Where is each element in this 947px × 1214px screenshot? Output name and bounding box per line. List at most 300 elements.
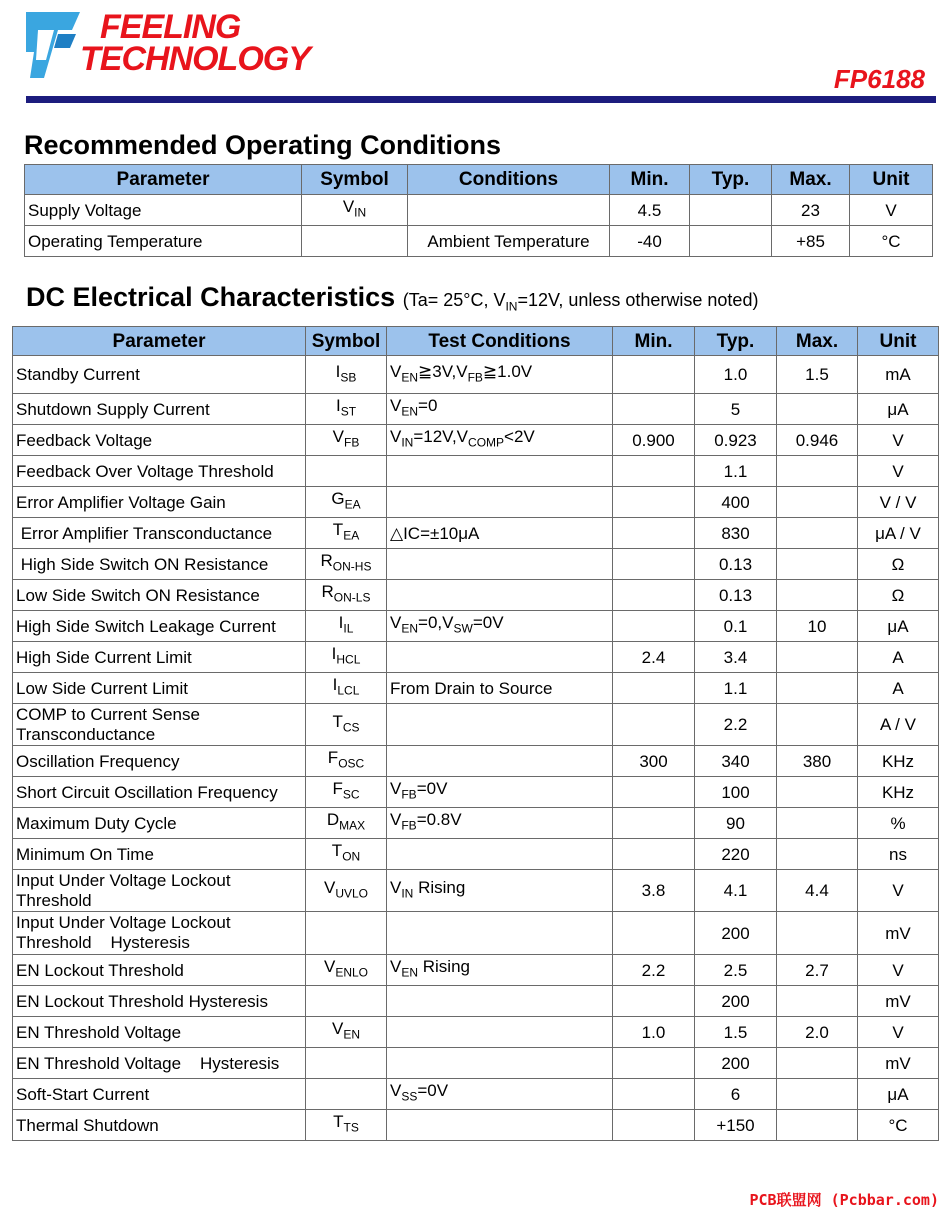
conditions-cell: Ambient Temperature: [408, 226, 610, 257]
typ-cell: 220: [695, 839, 777, 870]
typ-cell: 0.13: [695, 580, 777, 611]
symbol-text: F: [327, 748, 339, 768]
test-conditions-cell: [387, 704, 613, 746]
parameter-cell: Shutdown Supply Current: [13, 394, 306, 425]
condition-fragment: V: [390, 427, 402, 447]
max-cell: 0.946: [777, 425, 858, 456]
typ-cell: 0.13: [695, 549, 777, 580]
max-cell: [777, 912, 858, 955]
min-cell: [613, 808, 695, 839]
column-header: Unit: [858, 327, 939, 356]
max-cell: [777, 394, 858, 425]
symbol-subscript: CS: [342, 720, 360, 735]
table-row: [13, 1110, 939, 1141]
parameter-cell: EN Lockout Threshold: [13, 955, 306, 986]
condition-fragment: ≧3V,V: [418, 361, 468, 381]
max-cell: [777, 518, 858, 549]
symbol-cell: [306, 356, 387, 394]
symbol-text: V: [331, 1019, 344, 1039]
test-conditions-cell: [387, 642, 613, 673]
condition-fragment: =12V,V: [413, 427, 469, 447]
unit-cell: A / V: [858, 704, 939, 746]
unit-cell: V: [858, 955, 939, 986]
symbol-text: R: [320, 551, 333, 571]
symbol-cell: [302, 226, 408, 257]
parameter-cell: Error Amplifier Transconductance: [13, 518, 306, 549]
test-conditions-cell: [387, 580, 613, 611]
symbol-text: T: [331, 841, 343, 861]
typ-cell: 2.2: [695, 704, 777, 746]
condition-fragment: FB: [467, 370, 483, 385]
parameter-cell: Minimum On Time: [13, 839, 306, 870]
condition-fragment: V: [390, 396, 402, 416]
unit-cell: %: [858, 808, 939, 839]
parameter-cell: High Side Switch ON Resistance: [13, 549, 306, 580]
symbol-cell: [306, 1079, 387, 1110]
table-row: [13, 955, 939, 986]
min-cell: [613, 673, 695, 704]
parameter-cell: EN Threshold Voltage: [13, 1017, 306, 1048]
condition-fragment: ≧1.0V: [482, 361, 533, 381]
table-row: [13, 986, 939, 1017]
parameter-cell: Input Under Voltage Lockout Threshold Hysteresis: [13, 912, 306, 955]
condition-fragment: IN: [401, 886, 414, 901]
table-row: [13, 394, 939, 425]
typ-cell: 830: [695, 518, 777, 549]
condition-fragment: IN: [401, 435, 414, 450]
table-row: [13, 518, 939, 549]
unit-cell: V: [858, 870, 939, 912]
table-row: [13, 673, 939, 704]
unit-cell: μA: [858, 1079, 939, 1110]
test-conditions-cell: [387, 1017, 613, 1048]
condition-fragment: V: [390, 1081, 402, 1101]
min-cell: [613, 1048, 695, 1079]
min-cell: [613, 839, 695, 870]
test-conditions-cell: [387, 518, 613, 549]
symbol-subscript: FB: [344, 435, 360, 450]
condition-fragment: =0.8V: [416, 810, 462, 830]
column-header: Symbol: [306, 327, 387, 356]
column-header: Test Conditions: [387, 327, 613, 356]
table-row: [13, 580, 939, 611]
symbol-subscript: ON: [342, 849, 361, 864]
symbol-cell: [306, 912, 387, 955]
condition-fragment: From Drain to Source: [390, 678, 553, 698]
symbol-cell: [306, 955, 387, 986]
test-conditions-cell: [387, 1110, 613, 1141]
max-cell: [777, 487, 858, 518]
symbol-cell: [306, 1017, 387, 1048]
condition-fragment: V: [390, 361, 402, 381]
typ-cell: 100: [695, 777, 777, 808]
condition-fragment: EN: [401, 621, 419, 636]
symbol-text: T: [333, 1112, 344, 1132]
condition-fragment: V: [390, 779, 402, 799]
unit-cell: Ω: [858, 580, 939, 611]
symbol-subscript: IN: [354, 205, 367, 220]
max-cell: [777, 1110, 858, 1141]
min-cell: 3.8: [613, 870, 695, 912]
symbol-cell: [306, 1048, 387, 1079]
condition-fragment: EN: [401, 404, 419, 419]
typ-cell: 340: [695, 746, 777, 777]
symbol-subscript: OSC: [338, 756, 365, 771]
test-conditions-cell: [387, 487, 613, 518]
max-cell: [777, 704, 858, 746]
symbol-subscript: UVLO: [335, 886, 369, 901]
parameter-cell: Input Under Voltage Lockout Threshold: [13, 870, 306, 912]
min-cell: [613, 912, 695, 955]
column-header: Min.: [610, 165, 690, 195]
symbol-text: G: [331, 489, 345, 509]
min-cell: [613, 611, 695, 642]
typ-cell: 90: [695, 808, 777, 839]
test-conditions-cell: [387, 1048, 613, 1079]
table-row: [13, 912, 939, 955]
test-conditions-cell: [387, 356, 613, 394]
typ-cell: 200: [695, 912, 777, 955]
logo-mark-icon: [24, 8, 84, 80]
min-cell: 300: [613, 746, 695, 777]
typ-cell: 1.5: [695, 1017, 777, 1048]
table-row: [13, 1079, 939, 1110]
symbol-cell: [306, 870, 387, 912]
parameter-cell: High Side Current Limit: [13, 642, 306, 673]
min-cell: [613, 456, 695, 487]
table-row: [13, 487, 939, 518]
unit-cell: ns: [858, 839, 939, 870]
typ-cell: 4.1: [695, 870, 777, 912]
parameter-cell: Low Side Switch ON Resistance: [13, 580, 306, 611]
min-cell: [613, 549, 695, 580]
symbol-cell: [306, 456, 387, 487]
symbol-cell: [302, 195, 408, 226]
typ-cell: 1.1: [695, 456, 777, 487]
symbol-subscript: EA: [344, 497, 361, 512]
brand-line-2: TECHNOLOGY: [80, 40, 310, 78]
typ-cell: 200: [695, 1048, 777, 1079]
min-cell: 4.5: [610, 195, 690, 226]
roc-title: Recommended Operating Conditions: [24, 130, 502, 160]
parameter-cell: High Side Switch Leakage Current: [13, 611, 306, 642]
symbol-cell: [306, 518, 387, 549]
header-rule: [26, 96, 936, 103]
test-conditions-cell: [387, 673, 613, 704]
column-header: Symbol: [302, 165, 408, 195]
unit-cell: μA / V: [858, 518, 939, 549]
symbol-subscript: ON-HS: [332, 559, 372, 574]
max-cell: 2.0: [777, 1017, 858, 1048]
symbol-subscript: SB: [340, 370, 357, 385]
typ-cell: 5: [695, 394, 777, 425]
max-cell: [777, 777, 858, 808]
max-cell: [777, 1079, 858, 1110]
parameter-cell: EN Lockout Threshold Hysteresis: [13, 986, 306, 1017]
table-row: [13, 870, 939, 912]
condition-fragment: FB: [401, 787, 417, 802]
table-row: [13, 356, 939, 394]
parameter-cell: Short Circuit Oscillation Frequency: [13, 777, 306, 808]
roc-table: [24, 164, 933, 257]
max-cell: [777, 456, 858, 487]
max-cell: 10: [777, 611, 858, 642]
symbol-cell: [306, 394, 387, 425]
parameter-cell: Standby Current: [13, 356, 306, 394]
dc-conditions-note: (Ta= 25°C, $V_{IN}=12V$, unless otherwise noted): [402, 290, 759, 314]
unit-cell: A: [858, 642, 939, 673]
test-conditions-cell: [387, 456, 613, 487]
condition-fragment: =0V: [416, 779, 448, 799]
column-header: Typ.: [695, 327, 777, 356]
typ-cell: 400: [695, 487, 777, 518]
max-cell: 2.7: [777, 955, 858, 986]
symbol-text: F: [332, 779, 343, 799]
unit-cell: °C: [850, 226, 933, 257]
table-row: [13, 704, 939, 746]
min-cell: [613, 777, 695, 808]
max-cell: [777, 580, 858, 611]
column-header: Max.: [772, 165, 850, 195]
max-cell: +85: [772, 226, 850, 257]
table-row: [25, 226, 933, 257]
column-header: Unit: [850, 165, 933, 195]
test-conditions-cell: [387, 1079, 613, 1110]
test-conditions-cell: [387, 549, 613, 580]
min-cell: [613, 487, 695, 518]
min-cell: -40: [610, 226, 690, 257]
parameter-cell: Low Side Current Limit: [13, 673, 306, 704]
condition-fragment: =0V: [417, 1081, 449, 1101]
symbol-cell: [306, 746, 387, 777]
symbol-cell: [306, 487, 387, 518]
test-conditions-cell: [387, 955, 613, 986]
unit-cell: °C: [858, 1110, 939, 1141]
unit-cell: μA: [858, 611, 939, 642]
symbol-text: I: [335, 396, 341, 416]
test-conditions-cell: [387, 808, 613, 839]
max-cell: [777, 642, 858, 673]
typ-cell: 1.0: [695, 356, 777, 394]
min-cell: [613, 518, 695, 549]
column-header: Conditions: [408, 165, 610, 195]
parameter-cell: COMP to Current Sense Transconductance: [13, 704, 306, 746]
footer-watermark: PCB联盟网 (Pcbbar.com): [749, 1191, 939, 1209]
test-conditions-cell: [387, 746, 613, 777]
parameter-cell: Maximum Duty Cycle: [13, 808, 306, 839]
column-header: Typ.: [690, 165, 772, 195]
symbol-text: T: [332, 711, 343, 731]
test-conditions-cell: [387, 986, 613, 1017]
test-conditions-cell: [387, 912, 613, 955]
column-header: Parameter: [13, 327, 306, 356]
test-conditions-cell: [387, 777, 613, 808]
max-cell: 23: [772, 195, 850, 226]
typ-cell: 200: [695, 986, 777, 1017]
table-row: [13, 456, 939, 487]
condition-fragment: FB: [401, 818, 417, 833]
table-row: [13, 777, 939, 808]
symbol-text: V: [323, 877, 336, 897]
unit-cell: A: [858, 673, 939, 704]
condition-fragment: Rising: [413, 877, 466, 897]
symbol-cell: [306, 673, 387, 704]
company-logo: [24, 8, 334, 90]
symbol-cell: [306, 986, 387, 1017]
symbol-subscript: ENLO: [335, 965, 369, 980]
min-cell: 2.2: [613, 955, 695, 986]
unit-cell: V: [858, 1017, 939, 1048]
condition-fragment: V: [390, 613, 402, 633]
unit-cell: V: [858, 425, 939, 456]
condition-fragment: SW: [453, 621, 473, 636]
condition-fragment: Rising: [418, 957, 470, 977]
max-cell: 380: [777, 746, 858, 777]
typ-cell: 1.1: [695, 673, 777, 704]
min-cell: [613, 986, 695, 1017]
parameter-cell: Supply Voltage: [25, 195, 302, 226]
condition-fragment: △IC=±10μA: [390, 523, 480, 543]
min-cell: [613, 580, 695, 611]
max-cell: [777, 839, 858, 870]
unit-cell: μA: [858, 394, 939, 425]
condition-fragment: COMP: [468, 435, 505, 450]
condition-fragment: =0V: [472, 613, 504, 633]
column-header: Parameter: [25, 165, 302, 195]
unit-cell: KHz: [858, 746, 939, 777]
condition-fragment: =0,V: [418, 613, 454, 633]
symbol-subscript: ON-LS: [333, 590, 371, 605]
parameter-cell: Soft-Start Current: [13, 1079, 306, 1110]
symbol-cell: [306, 642, 387, 673]
symbol-text: V: [332, 427, 344, 447]
test-conditions-cell: [387, 394, 613, 425]
table-row: [13, 549, 939, 580]
unit-cell: mV: [858, 912, 939, 955]
symbol-text: V: [323, 957, 336, 977]
symbol-subscript: SC: [342, 787, 360, 802]
part-number: FP6188: [833, 64, 925, 94]
symbol-text: I: [338, 613, 344, 633]
max-cell: [777, 549, 858, 580]
min-cell: [613, 704, 695, 746]
symbol-subscript: MAX: [339, 818, 366, 833]
parameter-cell: Oscillation Frequency: [13, 746, 306, 777]
typ-cell: [690, 195, 772, 226]
symbol-subscript: HCL: [336, 652, 361, 667]
min-cell: [613, 1110, 695, 1141]
typ-cell: 0.923: [695, 425, 777, 456]
min-cell: [613, 356, 695, 394]
unit-cell: KHz: [858, 777, 939, 808]
parameter-cell: Thermal Shutdown: [13, 1110, 306, 1141]
symbol-text: T: [332, 520, 344, 540]
symbol-cell: [306, 839, 387, 870]
dc-title-text: DC Electrical Characteristics: [26, 282, 396, 312]
condition-fragment: V: [390, 810, 402, 830]
symbol-cell: [306, 1110, 387, 1141]
parameter-cell: Feedback Over Voltage Threshold: [13, 456, 306, 487]
symbol-cell: [306, 777, 387, 808]
table-row: [13, 808, 939, 839]
column-header: Min.: [613, 327, 695, 356]
typ-cell: +150: [695, 1110, 777, 1141]
min-cell: [613, 1079, 695, 1110]
symbol-text: I: [332, 675, 338, 695]
table-row: [13, 1017, 939, 1048]
symbol-text: D: [326, 810, 340, 830]
condition-fragment: SS: [401, 1089, 418, 1104]
typ-cell: 6: [695, 1079, 777, 1110]
min-cell: 0.900: [613, 425, 695, 456]
symbol-subscript: LCL: [337, 683, 360, 698]
symbol-text: I: [335, 361, 341, 381]
symbol-subscript: TS: [343, 1120, 359, 1135]
max-cell: [777, 1048, 858, 1079]
max-cell: [777, 986, 858, 1017]
unit-cell: mA: [858, 356, 939, 394]
max-cell: 1.5: [777, 356, 858, 394]
unit-cell: V: [850, 195, 933, 226]
test-conditions-cell: [387, 870, 613, 912]
unit-cell: Ω: [858, 549, 939, 580]
parameter-cell: Error Amplifier Voltage Gain: [13, 487, 306, 518]
table-row: [13, 642, 939, 673]
symbol-cell: [306, 611, 387, 642]
symbol-cell: [306, 580, 387, 611]
parameter-cell: EN Threshold Voltage Hysteresis: [13, 1048, 306, 1079]
table-row: [25, 195, 933, 226]
symbol-subscript: EN: [343, 1027, 360, 1042]
table-row: [13, 1048, 939, 1079]
table-row: [13, 425, 939, 456]
max-cell: [777, 808, 858, 839]
min-cell: [613, 394, 695, 425]
symbol-text: R: [321, 582, 334, 602]
condition-fragment: EN: [401, 370, 419, 385]
max-cell: 4.4: [777, 870, 858, 912]
condition-fragment: <2V: [504, 427, 535, 447]
min-cell: 2.4: [613, 642, 695, 673]
typ-cell: 0.1: [695, 611, 777, 642]
parameter-cell: Feedback Voltage: [13, 425, 306, 456]
unit-cell: mV: [858, 1048, 939, 1079]
max-cell: [777, 673, 858, 704]
condition-fragment: V: [390, 957, 402, 977]
conditions-cell: [408, 195, 610, 226]
symbol-text: I: [331, 644, 337, 664]
unit-cell: V: [858, 456, 939, 487]
symbol-cell: [306, 808, 387, 839]
table-row: [13, 839, 939, 870]
symbol-cell: [306, 704, 387, 746]
table-row: [13, 746, 939, 777]
typ-cell: 3.4: [695, 642, 777, 673]
symbol-cell: [306, 425, 387, 456]
unit-cell: mV: [858, 986, 939, 1017]
condition-fragment: V: [390, 877, 402, 897]
dc-table: [12, 326, 939, 1141]
dc-title: [26, 282, 758, 314]
symbol-subscript: EA: [343, 528, 360, 543]
symbol-subscript: ST: [340, 404, 357, 419]
typ-cell: 2.5: [695, 955, 777, 986]
symbol-subscript: IL: [343, 621, 354, 636]
symbol-text: V: [342, 197, 355, 217]
test-conditions-cell: [387, 425, 613, 456]
unit-cell: V / V: [858, 487, 939, 518]
condition-fragment: EN: [401, 965, 419, 980]
